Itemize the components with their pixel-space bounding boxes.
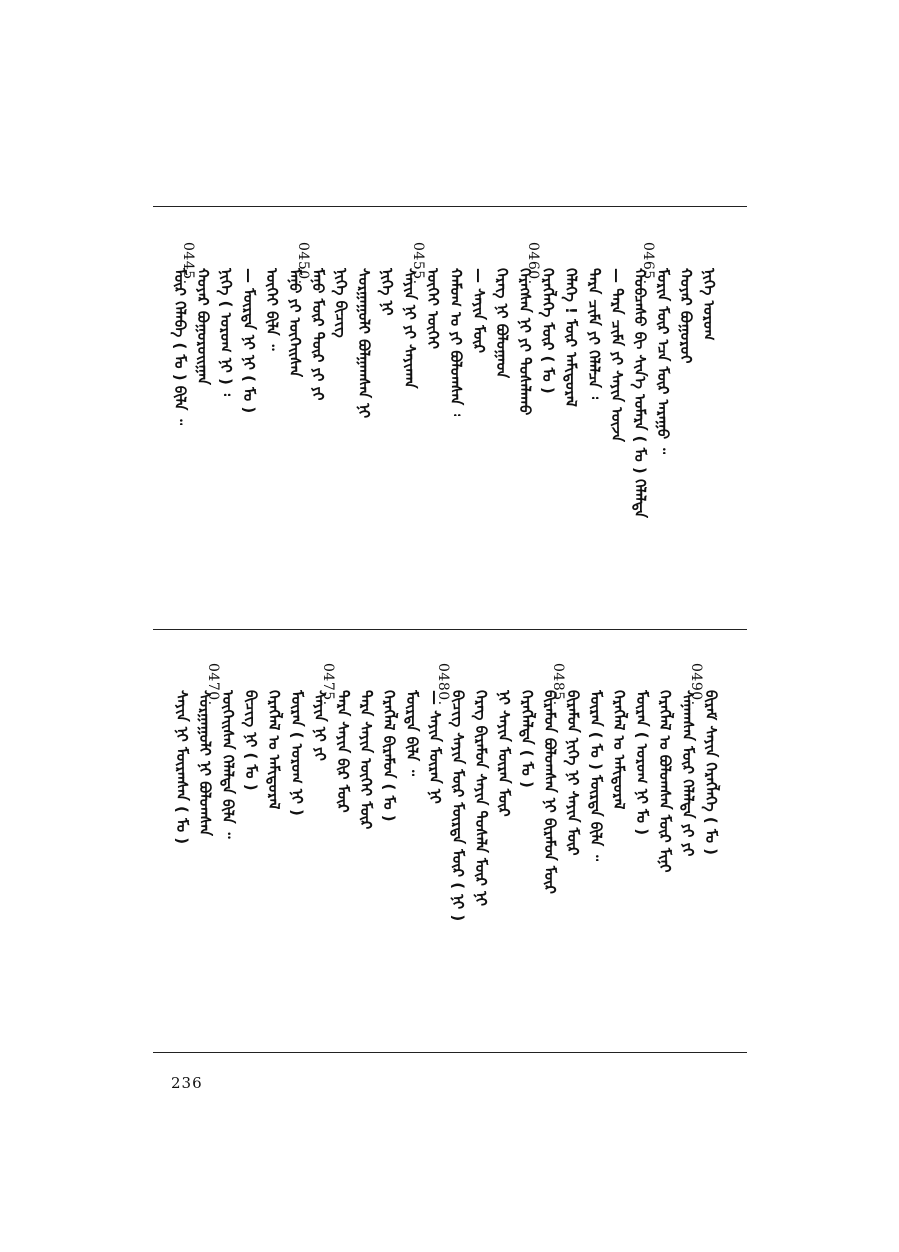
verse-text: ᠬᠤᠶᠠᠷ ᠪᠤᠭᠤᠷᠤᠢᠭᠠᠨ [194, 268, 212, 385]
verse-text: ᠮᠠᠨᠤ ᠶᠢ ᠦᠭᠡᠢᠰᠠᠨ [286, 268, 304, 378]
verse-number: 0465. [640, 242, 656, 285]
verse-text: ᠰᠠᠶᠢᠨ ᠨᠢ ᠮᠥᠷᠡᠨᠰᠡᠨ ( ᠮᠤ ) [173, 690, 191, 845]
page-number: 236 [171, 1074, 203, 1092]
verse-text: ᠬᠡᠷᠡᠭ ᠪᠢᠷᠠᠮᠤᠨ ᠰᠠᠶᠢᠨ ᠲᠤᠰᠠᠯᠠ ᠮᠥᠷ ᠨᠢ [472, 690, 490, 907]
verse-text: ᠨᠢᠭᠡ ᠨᠢ [378, 268, 396, 316]
verse-text: ᠦᠭᠡᠢᠰᠡᠨ ᠬᠡᠯᠡᠯᠲᠡ ᠪᠢᠯᠡ ᠃ [219, 690, 237, 839]
verse-number: 0475. [320, 663, 336, 706]
verse-text: ᠬᠡᠷᠡᠭᠰᠡᠨ ᠨᠢ ᠶᠢ ᠲᠤᠰᠠᠯᠠᠬᠤ [516, 268, 534, 416]
verse-text: ᠦᠭᠡᠢ ᠦᠭᠡᠢ [424, 268, 442, 350]
verse-text: ᠲᠡᠷᠡ ᠴᠢᠮᠡ ᠶᠢ ᠬᠡᠯᠡᠯᠴᠡ ᠄ [585, 268, 603, 400]
verse-text: ᠰᠠᠶᠢᠨ ᠨᠢ ᠶᠢ ᠰᠠᠶᠢᠬᠠᠨ [401, 268, 419, 389]
verse-text: ᠰᠠᠨᠠᠭᠰᠠᠨ ᠮᠥᠷ ᠬᠡᠯᠡᠯᠲᠡ ᠶᠢ ᠶᠢ [679, 690, 697, 857]
verse-text: ᠰᠤᠷᠭᠠᠭᠤᠯᠢ ᠨᠢ ᠪᠤᠯᠤᠭᠰᠠᠨ [196, 690, 214, 836]
verse-text: ᠨᠢ ᠰᠠᠶᠢᠨ ᠮᠥᠷᠡᠨ ᠮᠥᠷ [495, 690, 513, 817]
verse-text: ᠬᠡᠷᠡᠭᠯᠡᠯ ᠤ ᠠᠮᠢᠳᠤᠷᠠᠯ [265, 690, 283, 810]
verse-text: — ᠮᠥᠷᠲᠡ ᠨᠢ ᠨᠢ ( ᠮᠤ ) [240, 268, 258, 414]
verse-text: ᠪᠢᠴᠢᠭ ᠨᠢ ( ᠮᠤ ) [242, 690, 260, 791]
verse-text: ᠬᠡᠷᠡᠭᠯᠡᠯ ᠤ ᠠᠮᠢᠳᠤᠷᠠᠯ [610, 690, 628, 810]
verse-text: ᠪᠢᠷᠠᠮ ᠰᠠᠶᠢᠨ ᠬᠡᠷᠡᠭᠯᠡᠭᠡ ( ᠮᠤ ) [702, 690, 720, 855]
verse-text: ᠬᠤᠶᠠᠷ ᠪᠤᠭᠤᠷᠤᠢ [677, 268, 695, 364]
verse-text: ᠬᠤᠪᠴᠠᠰᠤ ᠪᠢ ᠰᠢᠨ᠎ᠡ ᠤᠮᠠᠷᠠ ( ᠮᠤ ) ᠬᠡᠯᠡᠯᠲᠡ [631, 268, 649, 519]
verse-text: ᠮᠥᠷᠡᠨ ( ᠮᠤ ) ᠮᠥᠷᠲᠡ ᠪᠢᠯᠡ ᠃ [587, 690, 605, 862]
verse-text: ᠬᠡᠷᠡᠭᠯᠡᠯᠲᠡ ( ᠮᠤ ) [518, 690, 536, 788]
verse-text: ᠨᠢᠭᠡ ᠤᠷᠤᠭ [700, 268, 718, 341]
verse-text: ᠬᠡᠯᠡᠭᠡ ! ᠮᠥᠷ ᠠᠮᠢᠳᠤᠷᠠᠯ [562, 268, 580, 407]
verse-text: ᠬᠡᠷᠡᠭᠯᠡᠭᠡ ᠮᠥᠷ ( ᠮᠤ ) [539, 268, 557, 394]
verse-column [163, 0, 193, 1020]
verse-text: — ᠰᠠᠶᠢᠨ ᠮᠥᠷᠡᠨ ᠨᠢ [426, 690, 444, 804]
verse-text: ᠪᠢᠴᠢᠭ ᠰᠠᠶᠢᠨ ᠮᠥᠷ ᠮᠥᠷᠲᠡ ᠮᠥᠷ ( ᠨᠢ ) [449, 690, 467, 922]
verse-text: ᠨᠢᠭᠡ ᠪᠢᠴᠢᠭ [332, 268, 350, 338]
verse-text: ᠬᠡᠷᠡᠭ ᠨᠢ ᠪᠤᠯᠤᠭᠠᠳ [493, 268, 511, 379]
verse-text: ᠬᠠᠮᠤᠭ ᠤ ᠶᠢ ᠪᠤᠯᠤᠭᠰᠠᠨ ᠄ [447, 268, 465, 417]
verse-text: ᠪᠢᠷᠠᠮᠤᠨ ᠨᠢᠭᠡ ᠨᠢ ᠰᠠᠶᠢᠨ ᠮᠥᠷ [564, 690, 582, 856]
verse-text: ᠮᠤᠷᠢᠨ ᠮᠥᠷ ᠡᠴᠡ ᠮᠥᠷ ᠠᠷᠠᠭᠤ ᠃ [654, 268, 672, 455]
verse-text: ᠮᠥᠷᠡᠨ ( ᠤᠷᠤᠭ ᠨᠢ ) [288, 690, 306, 816]
verse-number: 0455. [410, 242, 426, 285]
verse-text: ᠰᠠᠶᠢᠨ ᠨᠢ ᠶᠢ [311, 690, 329, 761]
verse-text: ᠬᠡᠷᠡᠭᠯᠡᠯ ᠪᠢᠷᠠᠮᠤᠨ ( ᠮᠤ ) [380, 690, 398, 822]
bottom-rule [153, 1052, 747, 1053]
verse-number: 0450. [295, 242, 311, 285]
verse-text: ᠮᠥᠷ ᠬᠡᠯᠡᠪᠡ ( ᠮᠤ ) ᠪᠢᠯᠡ ᠃ [171, 268, 189, 426]
verse-text: ᠬᠡᠷᠡᠭᠯᠡᠯ ᠤ ᠪᠤᠯᠤᠭᠰᠠᠨ ᠮᠥᠷ ᠮᠢᠨᠢ [656, 690, 674, 873]
verse-text: — ᠲᠡᠷᠡ ᠴᠢᠮᠡ ᠶᠢ ᠰᠠᠶᠢᠨ ᠦᠵᠡ [608, 268, 626, 442]
verse-number: 0445. [180, 242, 196, 285]
verse-number: 0480. [435, 663, 451, 706]
verse-number: 0490. [688, 663, 704, 706]
verse-number: 0485. [550, 663, 566, 706]
verse-text: ᠦᠭᠡᠢ ᠪᠢᠯᠡ ᠃ [263, 268, 281, 351]
verse-number: 0470. [205, 663, 221, 706]
verse-number: 0460. [525, 242, 541, 285]
verse-text: ᠮᠥᠷᠡᠨ ( ᠤᠷᠤᠭ ᠨᠢ ᠮᠤ ) [633, 690, 651, 836]
verse-text: ᠨᠢᠭᠡ ( ᠤᠷᠤᠭ ᠨᠢ ) ᠄ [217, 268, 235, 397]
verse-text: ᠲᠡᠷᠡ ᠰᠠᠶᠢᠨ ᠪᠢᠷ ᠮᠥᠷ [334, 690, 352, 813]
verse-text: ᠲᠡᠷᠡ ᠰᠠᠶᠢᠨ ᠦᠭᠡᠢ ᠮᠥᠷ [357, 690, 375, 830]
verse-text: ᠮᠥᠷᠲᠡ ᠪᠢᠯᠡ ᠃ [403, 690, 421, 777]
verse-text: — ᠰᠠᠶᠢᠨ ᠮᠥᠷ [470, 268, 488, 354]
verse-text: ᠮᠠᠨᠤ ᠮᠥᠷ ᠲᠦᠷ ᠶᠢ ᠶᠢ [309, 268, 327, 401]
verse-text: ᠪᠢᠷᠠᠮᠤᠨ ᠪᠤᠯᠤᠭᠰᠠᠨ ᠨᠢ ᠪᠢᠷᠠᠮᠤᠨ ᠮᠥᠷ [541, 690, 559, 894]
verse-text: ᠰᠤᠷᠭᠠᠭᠤᠯᠢ ᠪᠤᠯᠭᠠᠭᠰᠠᠨ ᠨᠢ [355, 268, 373, 419]
